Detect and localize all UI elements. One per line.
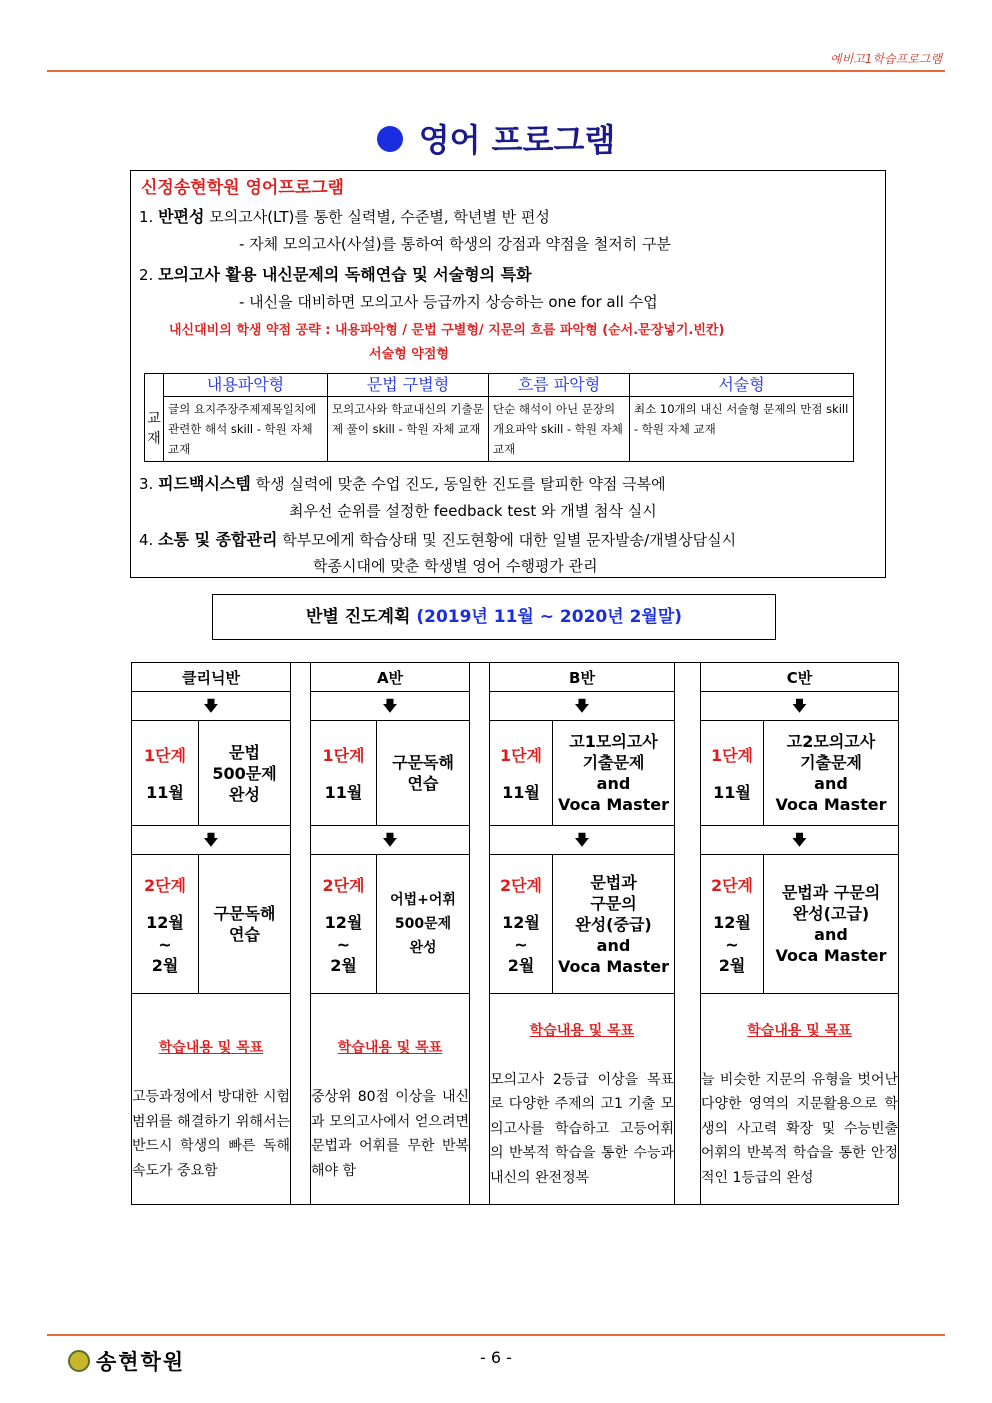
stage2-content: 구문독해 연습 (199, 855, 291, 994)
item4-text: 학부모에게 학습상태 및 진도현황에 대한 일별 문자발송/개별상담실시 (282, 531, 737, 549)
type-desc: 최소 10개의 내신 서술형 문제의 만점 skill - 학원 자체 교재 (630, 397, 854, 462)
stage-month: 11월 (713, 782, 751, 802)
goal-cell (132, 994, 291, 1205)
item4-sub: 학종시대에 맞춘 학생별 영어 수행평가 관리 (313, 557, 598, 575)
goal-title: 학습내용 및 목표 (158, 1040, 264, 1056)
item1 (139, 204, 550, 227)
bullet-dot-icon (377, 126, 403, 152)
stage2-cell: 2단계 12월 ~ 2월 (132, 855, 199, 994)
stage-month: 11월 (324, 782, 363, 802)
down-arrow-icon: 🡇 (311, 692, 470, 721)
goal-cell (311, 994, 470, 1205)
goal-text: 중상위 80점 이상을 내신과 모의고사에서 얻으려면 문법과 어휘를 무한 반복해야 함 (311, 1089, 469, 1179)
type-name: 내용파악형 (164, 374, 328, 397)
item1-text: 모의고사(LT)를 통한 실력별, 수준별, 학년별 반 편성 (209, 208, 550, 226)
item2-title: 모의고사 활용 내신문제의 독해연습 및 서술형의 특화 (158, 265, 532, 284)
down-arrow-icon: 🡇 (490, 692, 675, 721)
stage-label: 1단계 (322, 745, 365, 765)
class-plan-grid (131, 662, 899, 1205)
item1-title: 반편성 (158, 207, 205, 226)
type-desc: 글의 요지주장주제제목일치에 관련한 해석 skill - 학원 자체 교재 (164, 397, 328, 462)
goal-cell (701, 994, 899, 1205)
stage2-content: 어법+어휘 500문제 완성 (377, 855, 470, 994)
stage1-cell (132, 721, 199, 826)
item3-sub: 최우선 순위를 설정한 feedback test 와 개별 첨삭 실시 (289, 502, 657, 520)
down-arrow-icon: 🡇 (132, 826, 291, 855)
item2-sub: - 내신을 대비하면 모의고사 등급까지 상승하는 one for all 수업 (239, 293, 658, 311)
down-arrow-icon: 🡇 (490, 826, 675, 855)
item1-num: 1. (139, 208, 154, 226)
stage-label: 2단계 (499, 875, 543, 895)
item2 (139, 262, 532, 285)
type-desc: 모의고사와 학교내신의 기출문제 풀이 skill - 학원 자체 교재 (328, 397, 489, 462)
stage2-cell: 2단계 12월 ~ 2월 (701, 855, 764, 994)
stage-label: 2단계 (143, 875, 187, 895)
header-divider (47, 70, 945, 72)
type-name: 서술형 (630, 374, 854, 397)
stage2-cell: 2단계 12월 ~ 2월 (490, 855, 553, 994)
stage-label: 1단계 (499, 745, 543, 765)
page-title-text: 영어 프로그램 (418, 121, 616, 159)
stage1-content: 고2모의고사 기출문제 and Voca Master (764, 721, 899, 826)
item2-num: 2. (139, 266, 154, 284)
page-number: - 6 - (480, 1348, 512, 1367)
goal-text: 늘 비슷한 지문의 유형을 벗어난 다양한 영역의 지문활용으로 학생의 사고력 확장 및 수능빈출 어휘의 반복적 학습을 통한 안정적인 1등급의 완성 (701, 1071, 898, 1186)
plan-label: 반별 진도계획 (305, 607, 411, 627)
stage2-content: 문법과 구문의 완성(고급) and Voca Master (764, 855, 899, 994)
program-box (130, 170, 886, 578)
class-header: C반 (701, 663, 899, 692)
goal-title: 학습내용 및 목표 (529, 1022, 635, 1039)
footer-divider (47, 1334, 945, 1336)
stage1-content: 문법 500문제 완성 (199, 721, 291, 826)
item4-num: 4. (139, 531, 154, 549)
type-name: 문법 구별형 (328, 374, 489, 397)
stage-label: 1단계 (143, 745, 187, 765)
type-desc: 단순 해석이 아닌 문장의 개요파악 skill - 학원 자체 교재 (489, 397, 630, 462)
goal-text: 고등과정에서 방대한 시험범위를 해결하기 위해서는 반드시 학생의 빠른 독해 속도가 중요함 (132, 1089, 290, 1179)
item3 (139, 471, 666, 494)
program-heading: 신정송현학원 영어프로그램 (141, 178, 344, 198)
item3-title: 피드백시스템 (158, 474, 251, 493)
stage1-cell (490, 721, 553, 826)
goal-title: 학습내용 및 목표 (337, 1040, 443, 1056)
stage-label: 2단계 (710, 875, 754, 895)
down-arrow-icon: 🡇 (132, 692, 291, 721)
stage-month: 11월 (502, 782, 540, 802)
class-header: 클리닉반 (132, 663, 291, 692)
stage1-content: 고1모의고사 기출문제 and Voca Master (553, 721, 675, 826)
stage-label: 1단계 (710, 745, 754, 765)
types-table (144, 373, 854, 462)
plan-box (212, 594, 776, 640)
goal-cell (490, 994, 675, 1205)
class-header: A반 (311, 663, 470, 692)
header-label: 예비고1학습프로그램 (830, 52, 942, 66)
goal-title: 학습내용 및 목표 (747, 1022, 852, 1039)
stage2-content: 문법과 구문의 완성(중급) and Voca Master (553, 855, 675, 994)
item2-red-line2: 서술형 약점형 (369, 347, 449, 362)
page-title (0, 115, 992, 161)
down-arrow-icon: 🡇 (701, 826, 899, 855)
plan-period: (2019년 11월 ~ 2020년 2월말) (416, 607, 683, 627)
types-side-label: 교재 (145, 397, 164, 462)
goal-text: 모의고사 2등급 이상을 목표로 다양한 주제의 고1 기출 모의고사를 학습하고 고등어휘의 반복적 학습을 통한 수능과 내신의 완전정복 (490, 1071, 674, 1186)
item1-sub: - 자체 모의고사(사설)를 통하여 학생의 강점과 약점을 철저히 구분 (239, 235, 672, 253)
academy-logo-text: 송현학원 (96, 1350, 186, 1374)
item3-num: 3. (139, 475, 154, 493)
class-header: B반 (490, 663, 675, 692)
item3-text: 학생 실력에 맞춘 수업 진도, 동일한 진도를 탈피한 약점 극복에 (255, 475, 666, 493)
stage1-content: 구문독해 연습 (377, 721, 470, 826)
down-arrow-icon: 🡇 (701, 692, 899, 721)
item4-title: 소통 및 종합관리 (158, 530, 278, 549)
item2-red-line1: 내신대비의 학생 약점 공략 : 내용파악형 / 문법 구별형/ 지문의 흐름 파악형 (순서.문장넣기.빈칸) (169, 323, 725, 338)
down-arrow-icon: 🡇 (311, 826, 470, 855)
stage2-cell: 2단계 12월 ~ 2월 (311, 855, 377, 994)
stage1-cell (311, 721, 377, 826)
type-name: 흐름 파악형 (489, 374, 630, 397)
stage-month: 11월 (146, 782, 184, 802)
stage-label: 2단계 (322, 875, 365, 895)
item4 (139, 527, 736, 550)
stage1-cell (701, 721, 764, 826)
